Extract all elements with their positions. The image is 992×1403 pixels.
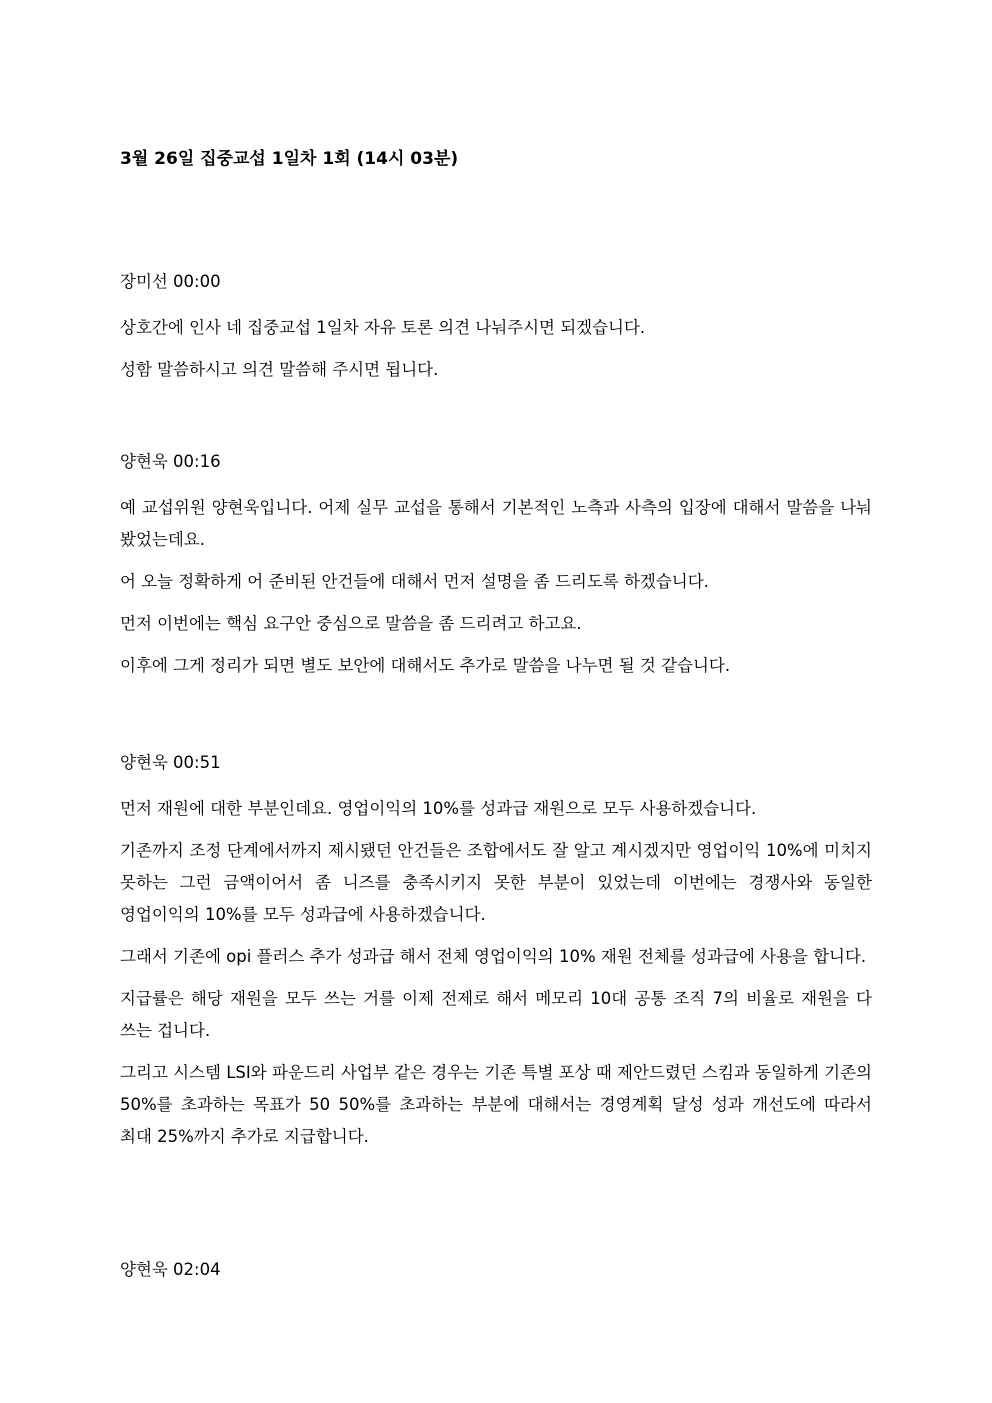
transcript-entry bbox=[120, 270, 872, 386]
transcript-paragraph: 상호간에 인사 네 집중교섭 1일차 자유 토론 의견 나눠주시면 되겠습니다. bbox=[120, 318, 646, 337]
transcript-paragraph: 어 오늘 정확하게 어 준비된 안건들에 대해서 먼저 설명을 좀 드리도록 하겠습니다. bbox=[120, 572, 709, 591]
speaker-timestamp: 양현욱 02:04 bbox=[120, 1260, 221, 1279]
transcript-paragraph: 기존까지 조정 단계에서까지 제시됐던 안건들은 조합에서도 잘 알고 계시겠지만 영업이익 10%에 미치지 못하는 그런 금액이어서 좀 니즈를 충족시키지 못한 부분이 있었는데 이번에는 경쟁사와 동일한 영업이익의 10%를 모두 성과급에 사용하겠습니다. bbox=[120, 841, 872, 924]
transcript-entry bbox=[120, 450, 872, 682]
transcript-entry bbox=[120, 751, 872, 1153]
transcript-paragraph: 먼저 재원에 대한 부분인데요. 영업이익의 10%를 성과급 재원으로 모두 사용하겠습니다. bbox=[120, 799, 757, 818]
transcript-paragraph: 그래서 기존에 opi 플러스 추가 성과급 해서 전체 영업이익의 10% 재원 전체를 성과급에 사용을 합니다. bbox=[120, 947, 867, 966]
transcript-paragraph: 지급률은 해당 재원을 모두 쓰는 거를 이제 전제로 해서 메모리 10대 공통 조직 7의 비율로 재원을 다 쓰는 겁니다. bbox=[120, 989, 872, 1040]
speaker-timestamp: 양현욱 00:16 bbox=[120, 452, 221, 471]
transcript-paragraph: 이후에 그게 정리가 되면 별도 보안에 대해서도 추가로 말씀을 나누면 될 것 같습니다. bbox=[120, 656, 731, 675]
document-title: 3월 26일 집중교섭 1일차 1회 (14시 03분) bbox=[120, 149, 459, 169]
transcript-entry bbox=[120, 1258, 872, 1282]
speaker-timestamp: 양현욱 00:51 bbox=[120, 753, 221, 772]
transcript-paragraph: 예 교섭위원 양현욱입니다. 어제 실무 교섭을 통해서 기본적인 노측과 사측의 입장에 대해서 말씀을 나눠 봤었는데요. bbox=[120, 498, 872, 549]
transcript-paragraph: 그리고 시스템 LSI와 파운드리 사업부 같은 경우는 기존 특별 포상 때 제안드렸던 스킴과 동일하게 기존의 50%를 초과하는 목표가 50 50%를 초과하는 부분에 대해서는 경영계획 달성 성과 개선도에 따라서 최대 25%까지 추가로 지급합니다. bbox=[120, 1063, 872, 1146]
speaker-timestamp: 장미선 00:00 bbox=[120, 272, 221, 291]
transcript-paragraph: 성함 말씀하시고 의견 말씀해 주시면 됩니다. bbox=[120, 360, 439, 379]
transcript-paragraph: 먼저 이번에는 핵심 요구안 중심으로 말씀을 좀 드리려고 하고요. bbox=[120, 614, 582, 633]
